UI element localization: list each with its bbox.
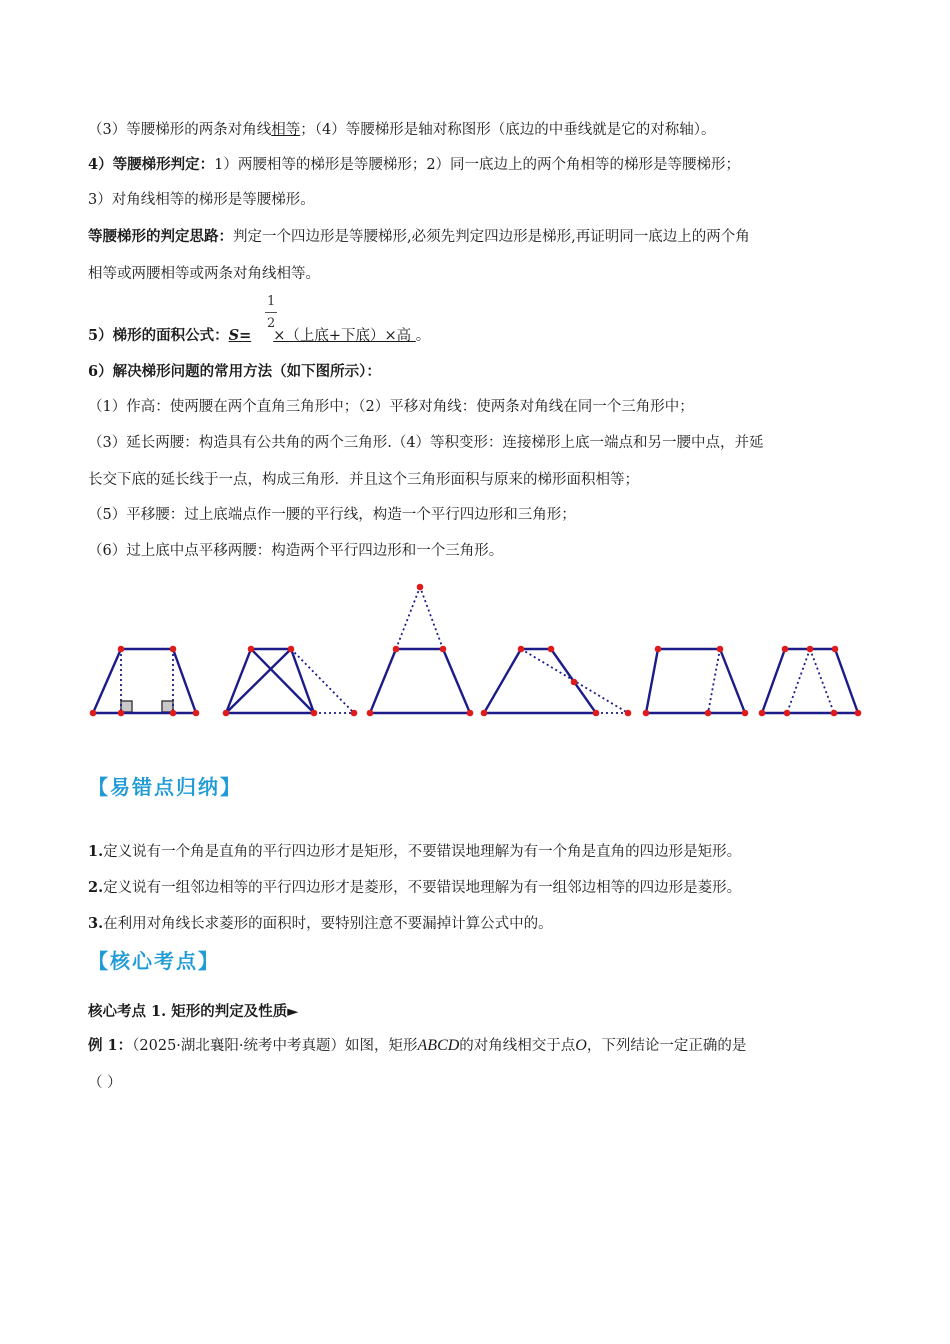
core-heading: 【核心考点】 [88, 949, 220, 973]
method-line-2: （3）延长两腰：构造具有公共角的两个三角形.（4）等积变形：连接梯形上底一端点和另一腰中点，并延 [88, 435, 764, 451]
iso-idea-title: 等腰梯形的判定思路： [88, 228, 233, 245]
var-abcd: ABCD [417, 1037, 460, 1054]
method-line-4: （5）平移腰：过上底端点作一腰的平行线，构造一个平行四边形和三角形； [88, 507, 576, 523]
example-1-answer-paren: （ ） [88, 1075, 122, 1091]
example-label: 例 1： [88, 1037, 133, 1054]
iso-judge-line-2: 3）对角线相等的梯形是等腰梯形。 [88, 192, 315, 208]
iso-idea-line: 等腰梯形的判定思路：判定一个四边形是等腰梯形,必须先判定四边形是梯形,再证明同一底边上的两个角 [88, 228, 750, 245]
figure-translate-leg [643, 646, 749, 717]
iso-judge-title: 4）等腰梯形判定： [88, 156, 215, 173]
figure-draw-heights [90, 646, 200, 717]
mistake-item-1: 1.定义说有一个角是直角的平行四边形才是矩形，不要错误地理解为有一个角是直角的四边形是矩形。 [88, 843, 742, 860]
area-formula: ×（上底+下底）×高 [273, 328, 416, 344]
iso-idea-line-2: 相等或两腰相等或两条对角线相等。 [88, 266, 320, 282]
iso-property-line: （3）等腰梯形的两条对角线相等；（4）等腰梯形是轴对称图形（底边的中垂线就是它的对称轴）。 [88, 122, 716, 138]
trapezoid-methods-figure [0, 575, 950, 725]
iso-judge-line: 4）等腰梯形判定：1）两腰相等的梯形是等腰梯形；2）同一底边上的两个角相等的梯形是等腰梯形； [88, 156, 741, 173]
figure-extend-legs [367, 584, 474, 717]
core-point-title: 核心考点 1. 矩形的判定及性质► [88, 1003, 299, 1020]
mistakes-heading: 【易错点归纳】 [88, 775, 242, 799]
method-line-3: 长交下底的延长线于一点，构成三角形．并且这个三角形面积与原来的梯形面积相等； [88, 472, 639, 488]
example-1-line: 例 1：（2025·湖北襄阳·统考中考真题）如图，矩形ABCD的对角线相交于点O，下列结论一定正确的是 [88, 1037, 747, 1054]
area-s: S= [228, 327, 252, 344]
figure-translate-diagonal [223, 646, 358, 717]
area-formula-line: 5）梯形的面积公式：S= ×（上底+下底）×高 。 [88, 327, 431, 344]
fraction-bar [265, 312, 277, 313]
figure-midpoint-translate-legs [759, 646, 862, 717]
var-o: O [575, 1037, 587, 1054]
mistake-item-2: 2.定义说有一组邻边相等的平行四边形才是菱形，不要错误地理解为有一组邻边相等的四边形是菱形。 [88, 879, 742, 896]
figure-equal-area [481, 646, 632, 717]
fraction-numerator: 1 [267, 294, 276, 309]
methods-title: 6）解决梯形问题的常用方法（如下图所示）： [88, 363, 381, 380]
underlined-equal: 相等 [271, 122, 301, 138]
fraction-denominator: 2 [267, 316, 276, 331]
method-line-1: （1）作高：使两腰在两个直角三角形中；（2）平移对角线：使两条对角线在同一个三角形中； [88, 399, 694, 415]
mistake-item-3: 3.在利用对角线长求菱形的面积时，要特别注意不要漏掉计算公式中的。 [88, 915, 553, 932]
method-line-5: （6）过上底中点平移两腰：构造两个平行四边形和一个三角形。 [88, 543, 504, 559]
